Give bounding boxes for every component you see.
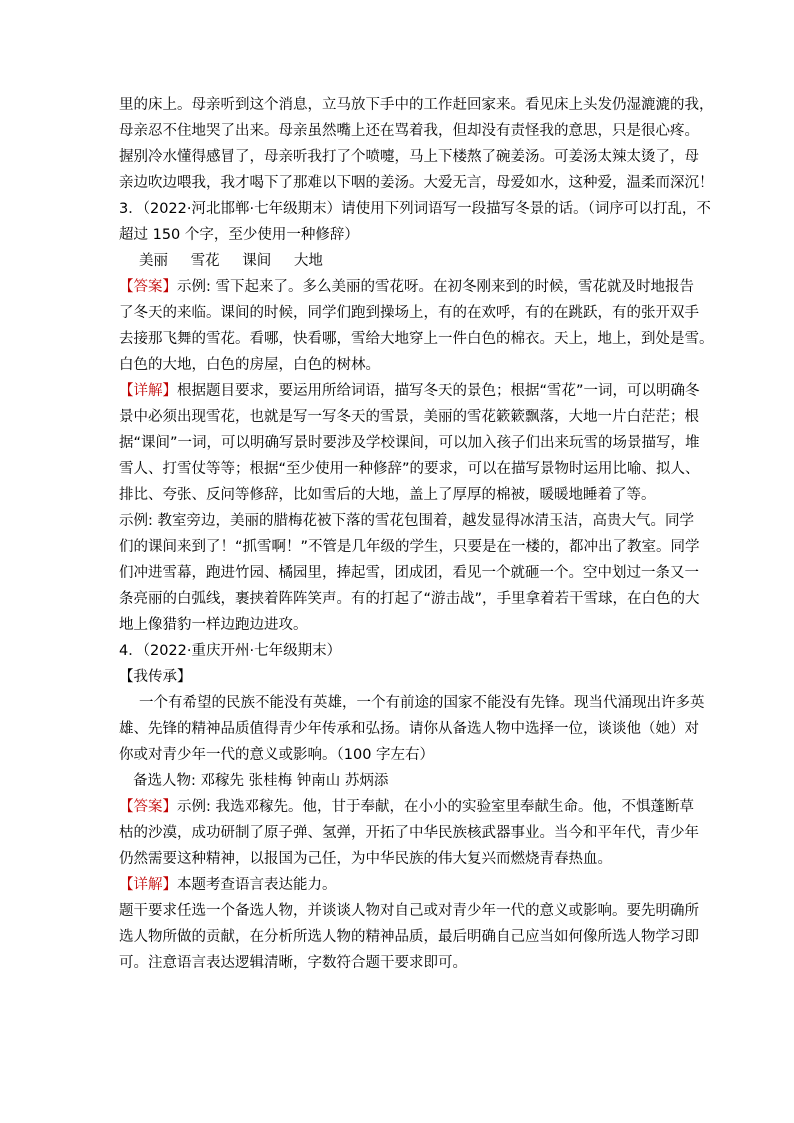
detail-text: 据“课间”一词，可以明确写景时要涉及学校课间，可以加入孩子们出来玩雪的场景描写，堆 — [119, 435, 700, 451]
question-title: 超过 150 个字，至少使用一种修辞） — [119, 227, 359, 243]
detail-text: 题干要求任选一个备选人物，并谈谈人物对自己或对青少年一代的意义或影响。要先明确所 — [119, 903, 699, 919]
candidate-list: 备选人物: 邓稼先 张桂梅 钟南山 苏炳添 — [133, 773, 389, 789]
text-line: 亲边吹边喂我，我才喝下了那难以下咽的姜汤。大爱无言，母爱如水，这种爱，温柔而深沉！ — [119, 175, 714, 191]
answer-text: 枯的沙漠，成功研制了原子弹、氢弹，开拓了中华民族核武器事业。当今和平年代，青少年 — [119, 825, 699, 841]
text-line: 母亲忍不住地哭了出来。母亲虽然嘴上还在骂着我，但却没有责怪我的意思，只是很心疼。 — [119, 123, 699, 139]
text-line: 里的床上。母亲听到这个消息，立马放下手中的工作赶回家来。看见床上头发仍湿漉漉的我， — [119, 97, 714, 113]
detail-text: 根据题目要求，要运用所给词语，描写冬天的景色；根据“雪花”一词，可以明确冬 — [177, 383, 700, 399]
detail-text: 雪人、打雪仗等等；根据“至少使用一种修辞”的要求，可以在描写景物时运用比喻、拟人、 — [119, 461, 700, 477]
section-heading: 【我传承】 — [119, 669, 192, 685]
word-item: 大地 — [293, 253, 323, 269]
answer-line — [119, 794, 693, 820]
answer-text: 示例: 雪下起来了。多么美丽的雪花呀。在初冬刚来到的时候，雪花就及时地报告 — [177, 279, 694, 295]
detail-text: 们冲进雪幕，跑进竹园、橘园里，捧起雪，团成团，看见一个就砸一个。空中划过一条又一 — [119, 565, 699, 581]
prompt-text: 一个有希望的民族不能没有英雄，一个有前途的国家不能没有先锋。现当代涌现出许多英 — [139, 695, 705, 711]
word-list — [119, 248, 693, 274]
detail-text: 示例: 教室旁边，美丽的腊梅花被下落的雪花包围着，越发显得冰清玉洁，高贵大气。同学 — [119, 513, 694, 529]
answer-tag: 【答案】 — [119, 279, 177, 295]
detail-text: 选人物所做的贡献，在分析所选人物的精神品质，最后明确自己应当如何像所选人物学习即 — [119, 929, 699, 945]
answer-line — [119, 274, 693, 300]
answer-text: 仍然需要这种精神，以报国为己任，为中华民族的伟大复兴而燃烧青春热血。 — [119, 851, 612, 867]
word-item: 雪花 — [190, 253, 220, 269]
detail-text: 本题考查语言表达能力。 — [177, 877, 337, 893]
answer-text: 示例: 我选邓稼先。他，甘于奉献，在小小的实验室里奉献生命。他，不惧蓬断草 — [177, 799, 694, 815]
detail-tag: 【详解】 — [119, 877, 177, 893]
prompt-text: 雄、先锋的精神品质值得青少年传承和弘扬。请你从备选人物中选择一位，谈谈他（她）对 — [119, 721, 699, 737]
word-item: 美丽 — [139, 253, 168, 269]
detail-line — [119, 872, 693, 898]
intro-paragraph — [119, 92, 714, 196]
answer-tag: 【答案】 — [119, 799, 177, 815]
detail-text: 景中必须出现雪花，也就是写一写冬天的雪景，美丽的雪花簌簌飘落，大地一片白茫茫；根 — [119, 409, 699, 425]
detail-tag: 【详解】 — [119, 383, 177, 399]
answer-text: 去接那飞舞的雪花。看哪，快看哪，雪给大地穿上一件白色的棉衣。天上，地上，到处是雪。 — [119, 331, 714, 347]
detail-text: 可。注意语言表达逻辑清晰，字数符合题干要求即可。 — [119, 955, 467, 971]
word-item: 课间 — [242, 253, 272, 269]
detail-text: 排比、夸张、反问等修辞，比如雪后的大地，盖上了厚厚的棉被，暖暖地睡着了等。 — [119, 487, 656, 503]
text-line: 握别冷水懂得感冒了，母亲听我打了个喷嚏，马上下楼熬了碗姜汤。可姜汤太辣太烫了，母 — [119, 149, 699, 165]
prompt-text: 你或对青少年一代的意义或影响。（100 字左右） — [119, 747, 435, 763]
answer-text: 白色的大地，白色的房屋，白色的树林。 — [119, 357, 380, 373]
document-page — [119, 92, 714, 976]
answer-text: 了冬天的来临。课间的时候，同学们跑到操场上，有的在欢呼，有的在跳跃，有的张开双手 — [119, 305, 699, 321]
question-title: 3．（2022·河北邯郸·七年级期末）请使用下列词语写一段描写冬景的话。（词序可以打乱，不 — [119, 201, 711, 217]
question-3 — [119, 196, 714, 638]
detail-text: 条亮丽的白弧线，裹挟着阵阵笑声。有的打起了“游击战”，手里拿着若干雪球，在白色的大 — [119, 591, 700, 607]
detail-line — [119, 378, 700, 404]
question-title: 4．（2022·重庆开州·七年级期末） — [119, 643, 342, 659]
question-4 — [119, 638, 705, 976]
detail-text: 地上像猎豹一样边跑边进攻。 — [119, 617, 308, 633]
detail-text: 们的课间来到了！“抓雪啊！”不管是几年级的学生，只要是在一楼的，都冲出了教室。同学 — [119, 539, 700, 555]
